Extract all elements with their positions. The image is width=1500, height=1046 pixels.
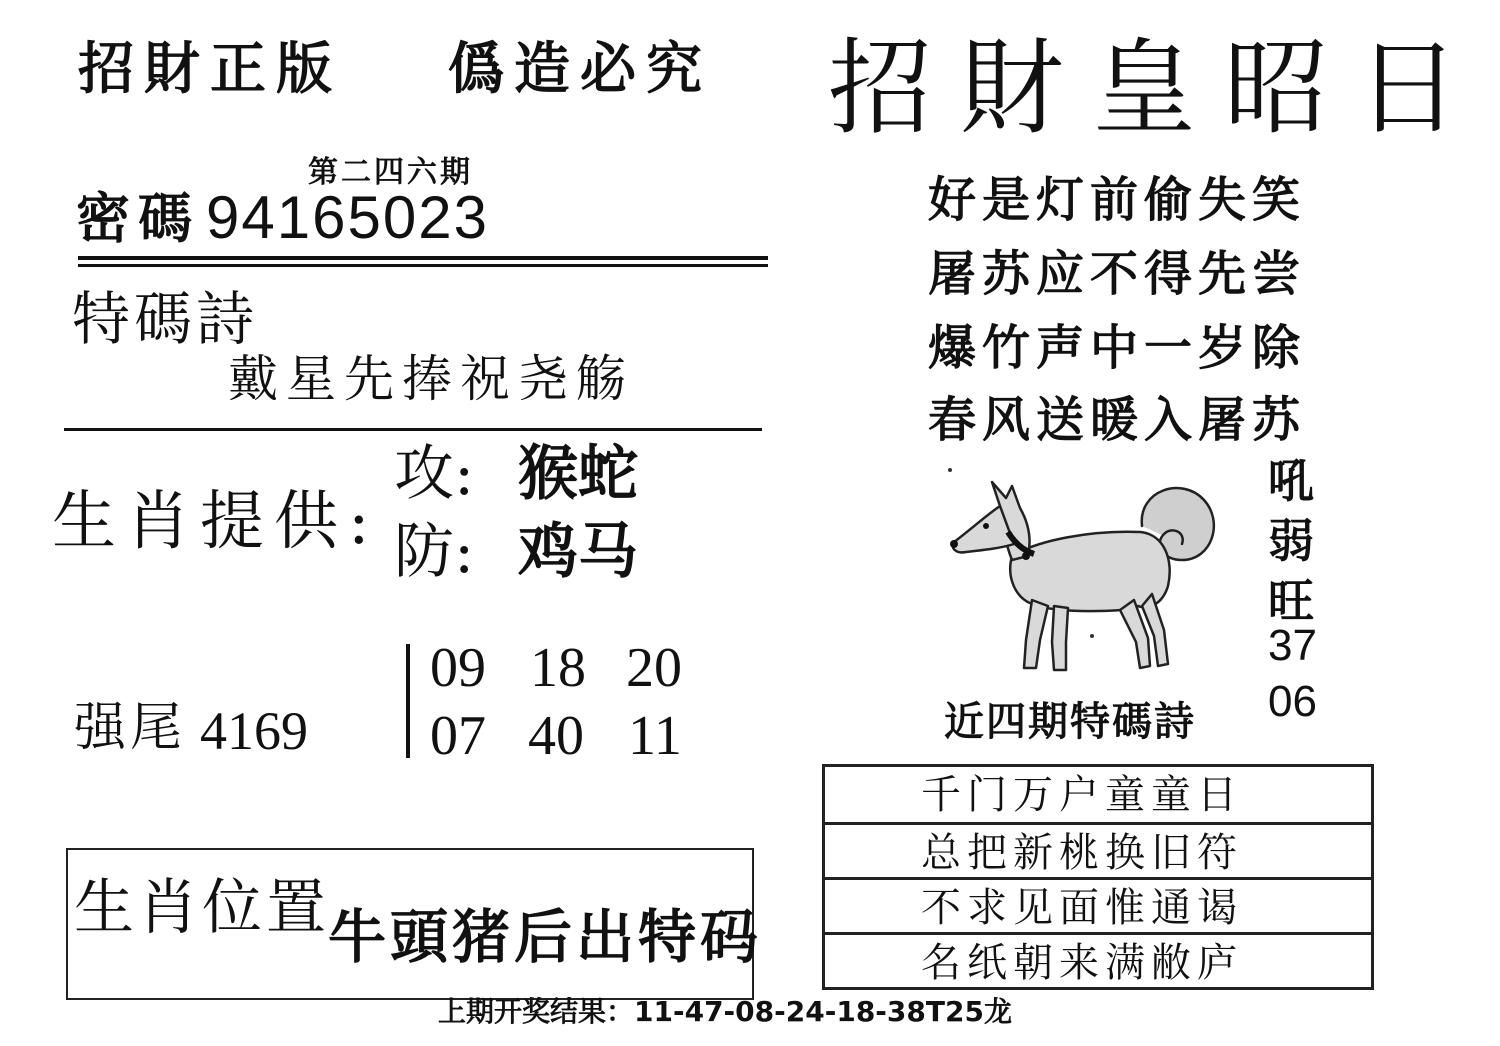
number-cell: 18 — [530, 637, 586, 699]
divider — [64, 428, 762, 431]
number-cell: 09 — [430, 637, 486, 699]
divider — [78, 256, 768, 260]
defend-value: 鸡马 — [518, 517, 638, 587]
number-cell: 20 — [626, 637, 682, 699]
number-divider — [406, 644, 410, 758]
issue-number: 第二四六期 — [308, 155, 473, 190]
table-cell: 总把新桃换旧符 — [921, 830, 1243, 876]
number-cell: 40 — [528, 705, 584, 767]
position-label: 生肖位置 — [74, 873, 330, 943]
table-cell: 名纸朝来满敝庐 — [921, 940, 1243, 986]
position-value: 牛頭猪后出特码 — [328, 903, 763, 971]
table-row — [825, 877, 1371, 932]
header-left-text: 招財正版 — [78, 37, 342, 102]
tail-label: 强尾 — [74, 698, 187, 758]
defend-label: 防: — [394, 517, 475, 587]
page-title: 招財皇昭日 — [828, 27, 1489, 149]
last-result: 上期开奖结果：11-47-08-24-18-38T25龙 — [438, 995, 1012, 1028]
table-cell: 不求见面惟通谒 — [921, 885, 1243, 931]
code-label: 密碼 — [76, 187, 200, 250]
number-cell: 11 — [628, 705, 682, 767]
recent-poems-table — [822, 764, 1374, 990]
attack-value: 猴蛇 — [518, 439, 638, 509]
attack-label: 攻: — [394, 439, 475, 509]
table-row — [825, 767, 1371, 822]
recent-poems-title: 近四期特碼詩 — [944, 699, 1196, 745]
table-row — [825, 932, 1371, 987]
zodiac-label: 生肖提供: — [52, 485, 380, 559]
right-poem-line: 好是灯前偷失笑 — [928, 172, 1307, 228]
tail-value: 4169 — [200, 701, 308, 761]
table-cell: 千门万户童童日 — [921, 772, 1243, 818]
number-cell: 07 — [430, 705, 486, 767]
side-number: 06 — [1268, 677, 1317, 726]
side-char: 吼 — [1268, 454, 1314, 508]
right-poem-line: 屠苏应不得先尝 — [928, 246, 1307, 302]
dog-illustration — [942, 460, 1232, 680]
right-poem-line: 春风送暖入屠苏 — [928, 392, 1307, 448]
side-char: 旺 — [1268, 574, 1314, 628]
code-value: 94165023 — [206, 184, 489, 251]
special-poem-line: 戴星先捧祝尧觞 — [228, 350, 634, 408]
header-right-text: 僞造必究 — [448, 37, 712, 102]
divider — [78, 264, 768, 267]
side-char: 弱 — [1268, 514, 1314, 568]
right-poem-line: 爆竹声中一岁除 — [928, 320, 1307, 376]
table-row — [825, 822, 1371, 877]
side-number: 37 — [1268, 621, 1317, 670]
special-poem-title: 特碼詩 — [72, 285, 259, 353]
